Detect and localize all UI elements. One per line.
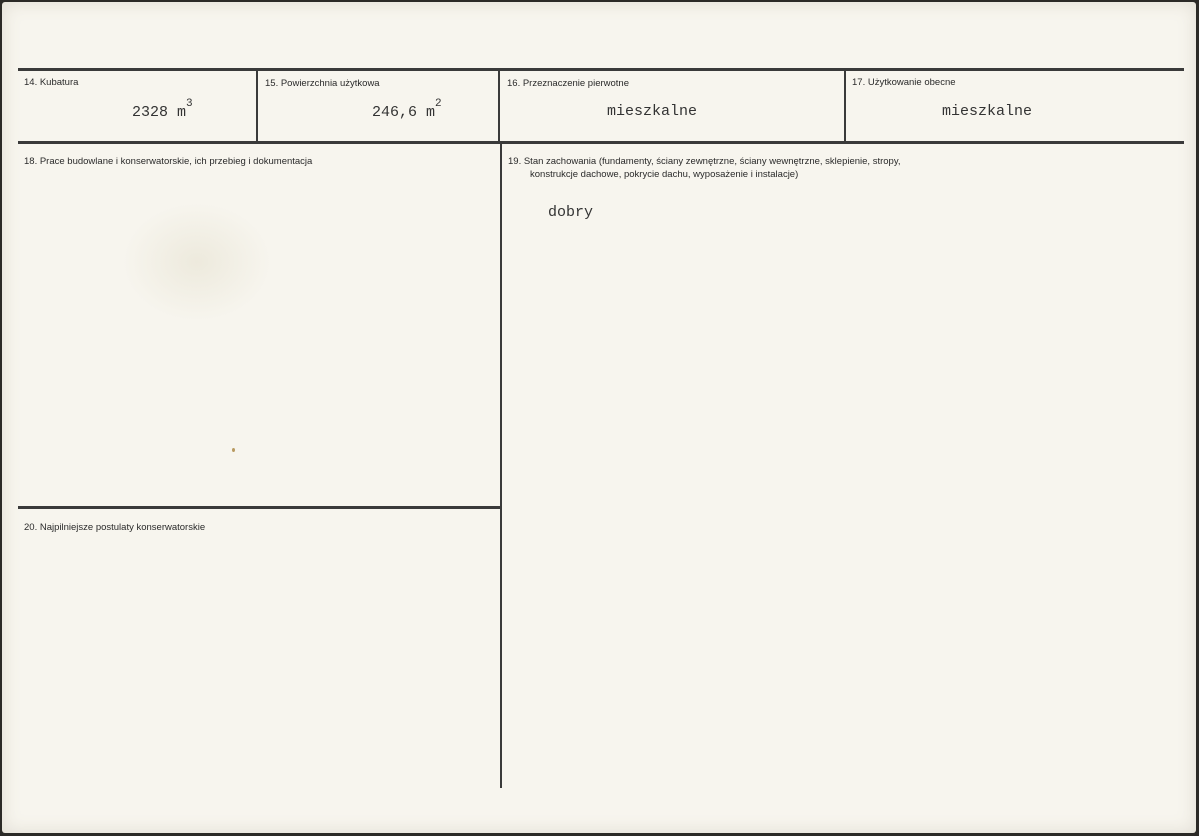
paper-stain	[122, 202, 272, 322]
value-powierzchnia-text: 246,6 m	[372, 104, 436, 121]
label-powierzchnia: 15. Powierzchnia użytkowa	[265, 78, 380, 89]
label-kubatura: 14. Kubatura	[24, 77, 79, 88]
value-kubatura	[132, 98, 193, 121]
value-przeznaczenie: mieszkalne	[607, 103, 698, 120]
divider-15-16	[498, 70, 500, 142]
divider-14-15	[256, 70, 258, 142]
value-uzytkowanie: mieszkalne	[942, 103, 1033, 120]
divider-16-17	[844, 70, 846, 142]
value-powierzchnia-exp: 2	[435, 98, 442, 110]
value-kubatura-text: 2328 m	[132, 104, 187, 121]
record-card	[2, 2, 1196, 833]
value-stan-zachowania: dobry	[548, 204, 594, 221]
ink-speck	[232, 448, 235, 452]
rule-top	[18, 68, 1184, 71]
divider-lower	[500, 143, 502, 788]
rule-section-20	[18, 506, 501, 509]
label-stan-zachowania-1: 19. Stan zachowania (fundamenty, ściany zewnętrzne, ściany wewnętrzne, sklepienie, stropy,	[508, 156, 901, 167]
label-prace-budowlane: 18. Prace budowlane i konserwatorskie, ich przebieg i dokumentacja	[24, 156, 313, 167]
label-przeznaczenie: 16. Przeznaczenie pierwotne	[507, 78, 629, 89]
label-postulaty: 20. Najpilniejsze postulaty konserwatorskie	[24, 522, 206, 533]
value-powierzchnia	[372, 98, 442, 121]
rule-under-row1	[18, 141, 1184, 144]
label-uzytkowanie: 17. Użytkowanie obecne	[852, 77, 956, 88]
label-stan-zachowania-2: konstrukcje dachowe, pokrycie dachu, wyposażenie i instalacje)	[530, 169, 799, 180]
value-kubatura-exp: 3	[186, 98, 193, 110]
